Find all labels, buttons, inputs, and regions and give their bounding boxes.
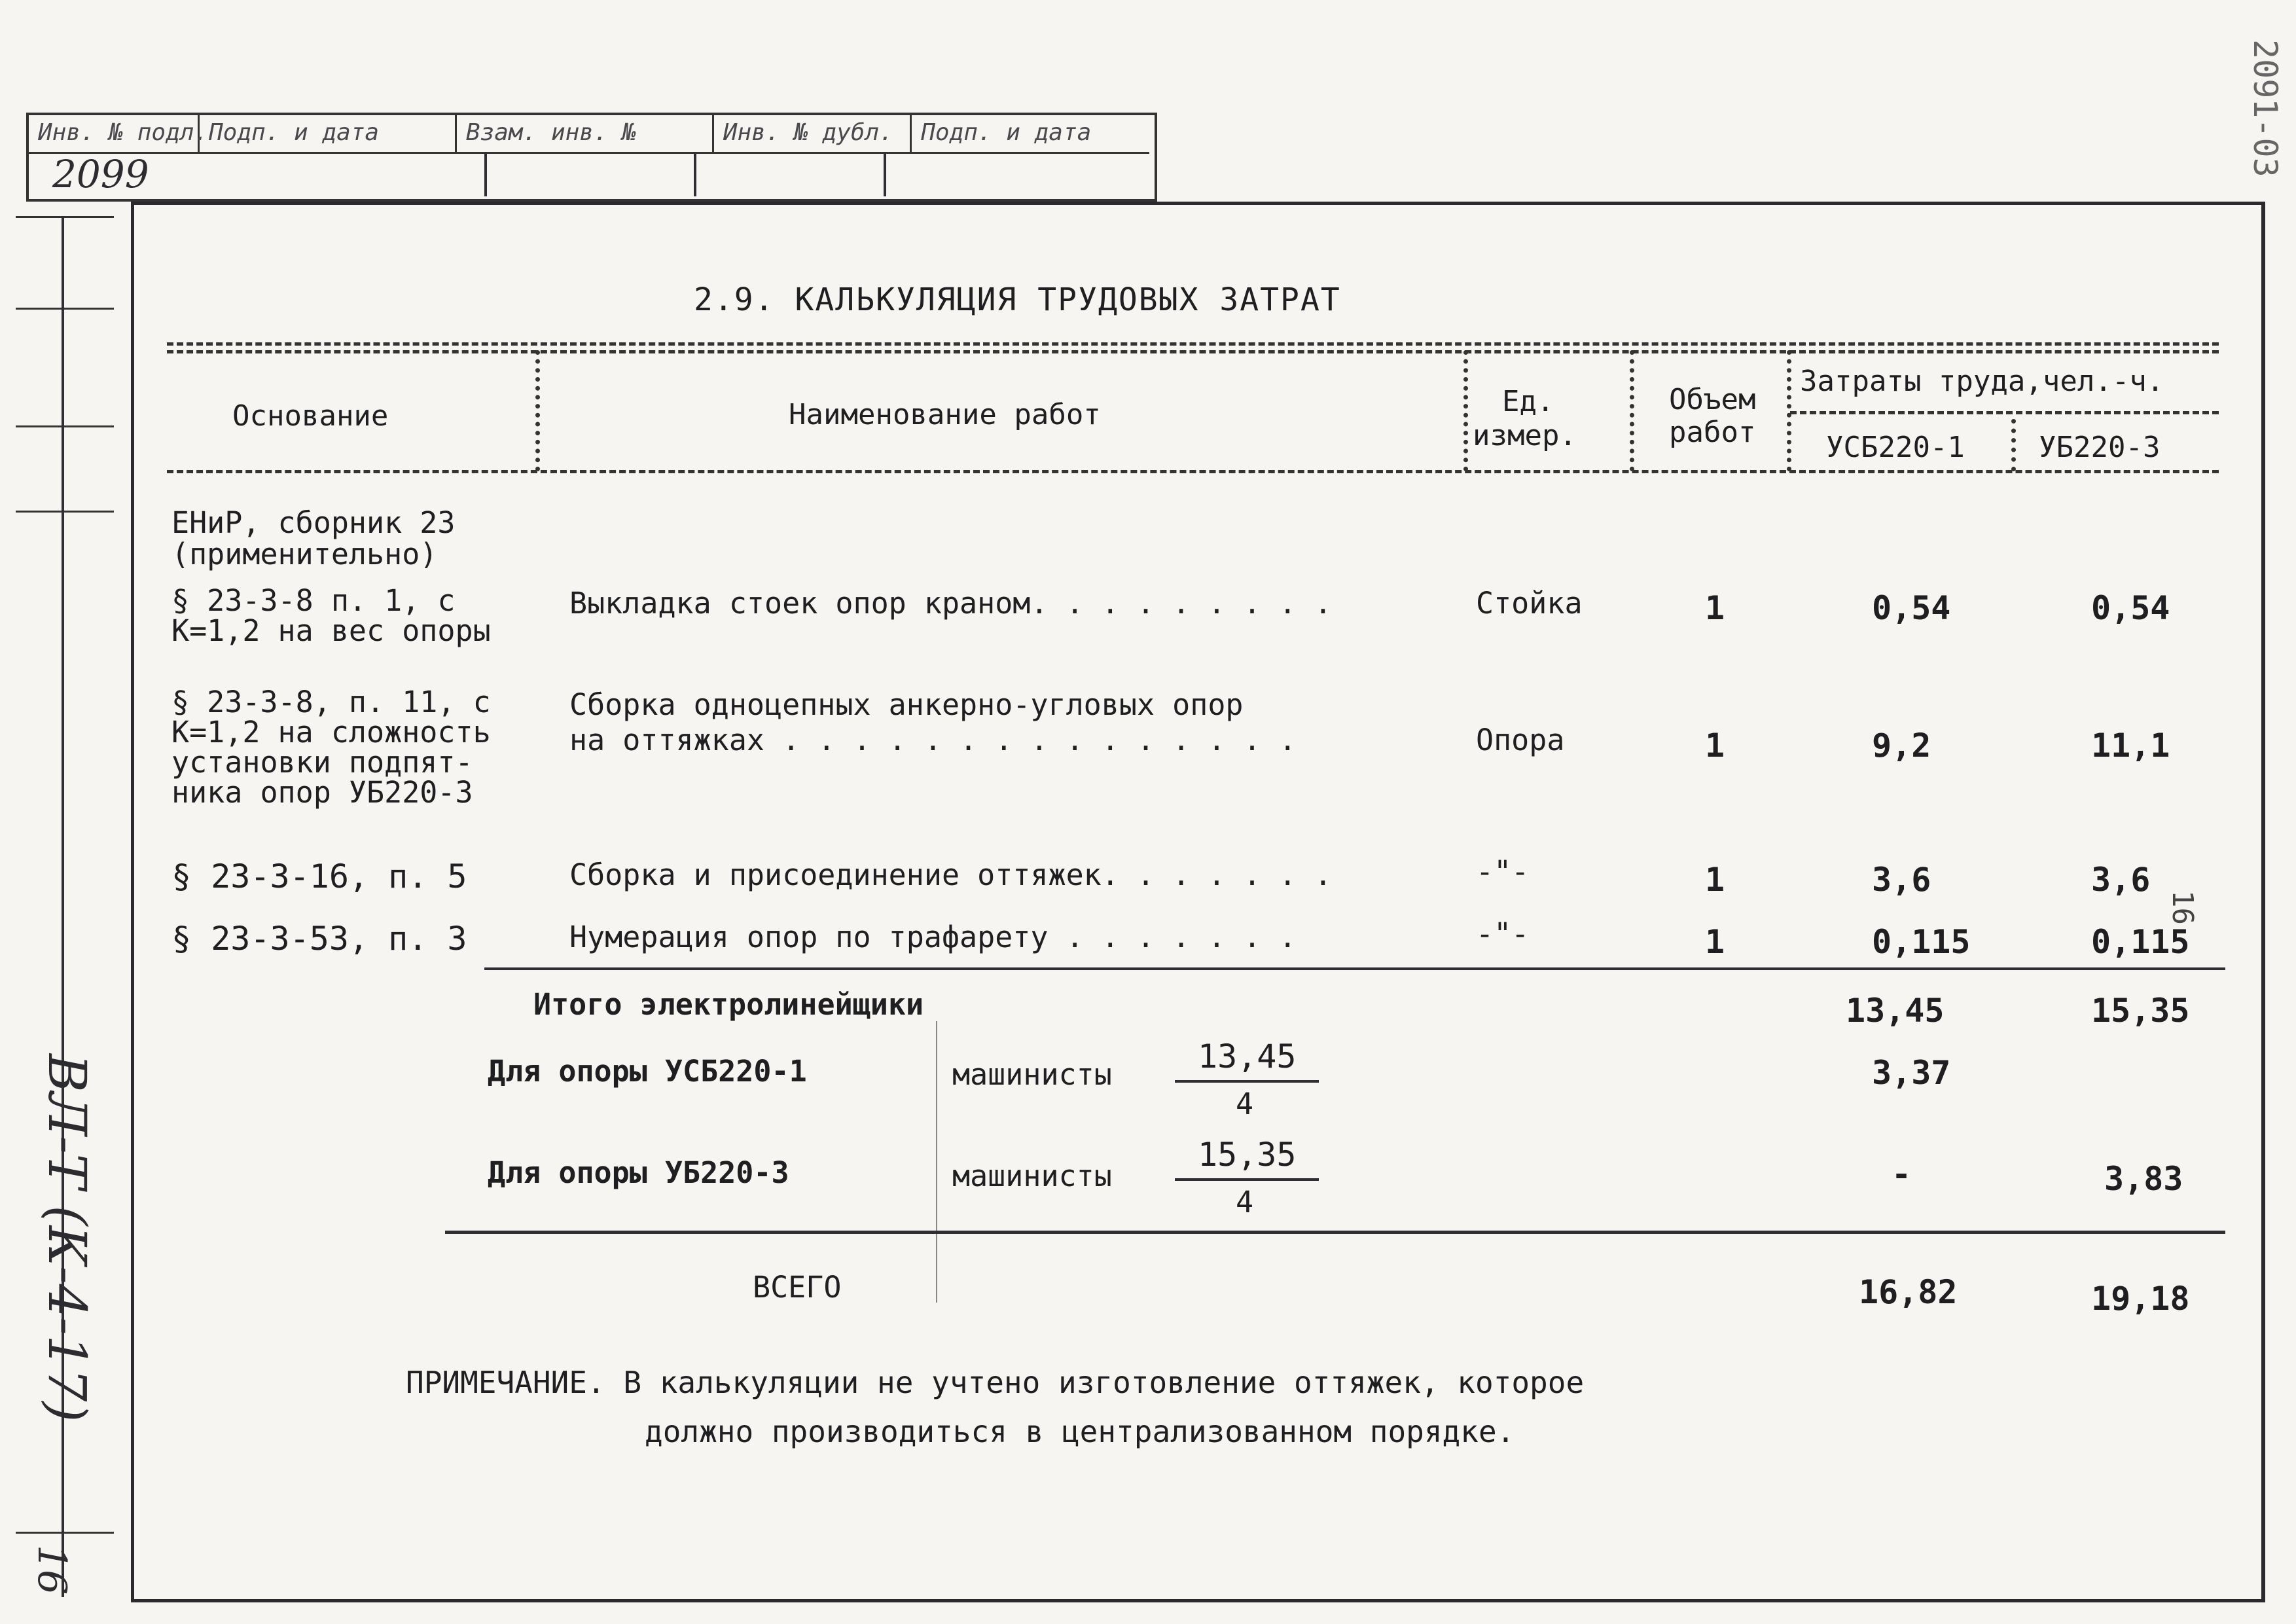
row-4-basis: § 23-3-53, п. 3 [171,920,467,958]
machinists-2-ub220-3: 3,83 [2104,1160,2183,1198]
row-2-basis [171,687,491,808]
header-divider [2011,419,2016,471]
header-divider [1463,350,1468,471]
header-unit-1: Ед. [1502,385,1554,418]
machinists-2-role: машинисты [952,1159,1112,1193]
header-divider [535,350,540,471]
top-right-code: 2091-03 [2246,39,2284,177]
left-sidebar [3,196,127,1597]
note-line-1: ПРИМЕЧАНИЕ. В калькуляции не учтено изготовление оттяжек, которое [406,1365,1585,1400]
page-title: 2.9. КАЛЬКУЛЯЦИЯ ТРУДОВЫХ ЗАТРАТ [694,281,1341,318]
header-top-rule-2 [167,350,2219,353]
sidebar-cell [16,511,114,611]
archive-stamp-header [29,115,1149,154]
basis-line: К=1,2 на сложность [171,715,491,749]
total-ub220-3: 19,18 [2091,1280,2190,1318]
header-bottom-rule [167,470,2219,473]
row-4-usb220-1: 0,115 [1872,923,1971,961]
work-line: на оттяжках . . . . . . . . . . . . . . . [569,723,1297,757]
row-2-work [569,687,1297,758]
machinist-divider [936,1021,937,1303]
stamp-divider [694,152,696,196]
machinists-2-usb220-1: - [1892,1155,1912,1193]
row-2-unit: Опора [1476,723,1565,757]
machinists-1-label: Для опоры УСБ220-1 [488,1054,807,1089]
handwritten-code: ВЛ-Т (К-4-17) [37,1054,98,1422]
row-4-unit: -"- [1476,916,1530,951]
stamp-col-4: Инв. № дубл. [714,115,912,152]
header-work-name: Наименование работ [789,398,1101,431]
note-line-2: должно производиться в централизованном порядке. [645,1414,1515,1449]
sidebar-cell [16,425,114,513]
subtotal-label: Итого электролинейщики [533,987,924,1022]
basis-line: § 23-3-8, п. 11, с [171,685,491,719]
row-1-work: Выкладка стоек опор краном. . . . . . . . . [569,586,1332,621]
header-divider [1630,350,1634,471]
subtotal-usb220-1: 13,45 [1846,992,1945,1030]
stamp-divider [884,152,886,196]
sheet-number: 16 [29,1545,75,1595]
row-1-volume: 1 [1705,589,1725,627]
basis-line: ника опор УБ220-3 [171,775,473,810]
header-unit-2: измер. [1473,419,1577,452]
row-3-usb220-1: 3,6 [1872,861,1931,899]
total-top-rule [445,1231,2225,1234]
row-4-volume: 1 [1705,923,1725,961]
header-top-rule [167,342,2219,346]
machinists-2-label: Для опоры УБ220-3 [488,1155,789,1190]
row-2-ub220-3: 11,1 [2091,727,2170,765]
header-col-usb220-1: УСБ220-1 [1826,431,1965,464]
stamp-col-1: Инв. № подл. [29,115,200,152]
row-4-work: Нумерация опор по трафарету . . . . . . . [569,920,1297,954]
row-3-work: Сборка и присоединение оттяжек. . . . . . . [569,857,1332,892]
subtotal-ub220-3: 15,35 [2091,992,2190,1030]
row-1-usb220-1: 0,54 [1872,589,1951,627]
total-usb220-1: 16,82 [1859,1273,1958,1311]
stamp-col-2: Подп. и дата [200,115,457,152]
row-1-basis [171,583,491,648]
work-line: Сборка одноцепных анкерно-угловых опор [569,687,1244,722]
header-labor: Затраты труда,чел.-ч. [1800,365,2164,398]
fraction-bar [1175,1080,1319,1083]
header-divider [1787,350,1791,471]
machinists-1-role: машинисты [952,1057,1112,1092]
row-2-volume: 1 [1705,727,1725,765]
norms-source-line: (применительно) [171,537,438,571]
row-2-usb220-1: 9,2 [1872,727,1931,765]
right-page-mark: 16 [2166,890,2199,925]
sidebar-cell [16,308,114,427]
stamp-divider [484,152,487,196]
header-volume-2: работ [1669,416,1756,449]
stamp-col-3: Взам. инв. № [457,115,714,152]
sidebar-cell [16,216,114,310]
row-3-volume: 1 [1705,861,1725,899]
row-3-ub220-3: 3,6 [2091,861,2151,899]
inventory-number: 2099 [52,152,149,196]
machinists-1-denominator: 4 [1236,1087,1254,1121]
basis-line: § 23-3-8 п. 1, с [171,583,456,618]
fraction-bar [1175,1178,1319,1181]
row-3-basis: § 23-3-16, п. 5 [171,857,467,895]
row-1-unit: Стойка [1476,586,1583,621]
machinists-2-numerator: 15,35 [1198,1136,1297,1174]
row-3-unit: -"- [1476,854,1530,889]
row-4-ub220-3: 0,115 [2091,923,2190,961]
row-1-ub220-3: 0,54 [2091,589,2170,627]
basis-line: К=1,2 на вес опоры [171,613,491,648]
norms-source [171,507,455,570]
rows-bottom-rule [484,967,2225,970]
machinists-2-denominator: 4 [1236,1185,1254,1219]
norms-source-line: ЕНиР, сборник 23 [171,505,456,540]
header-basis: Основание [232,399,389,433]
header-volume-1: Объем [1669,383,1756,416]
labor-subheader-rule [1790,411,2219,414]
machinists-1-numerator: 13,45 [1198,1038,1297,1075]
basis-line: установки подпят- [171,745,473,780]
machinists-1-usb220-1: 3,37 [1872,1054,1951,1092]
stamp-col-5: Подп. и дата [921,119,1092,146]
header-col-ub220-3: УБ220-3 [2039,431,2161,464]
total-label: ВСЕГО [753,1270,842,1305]
